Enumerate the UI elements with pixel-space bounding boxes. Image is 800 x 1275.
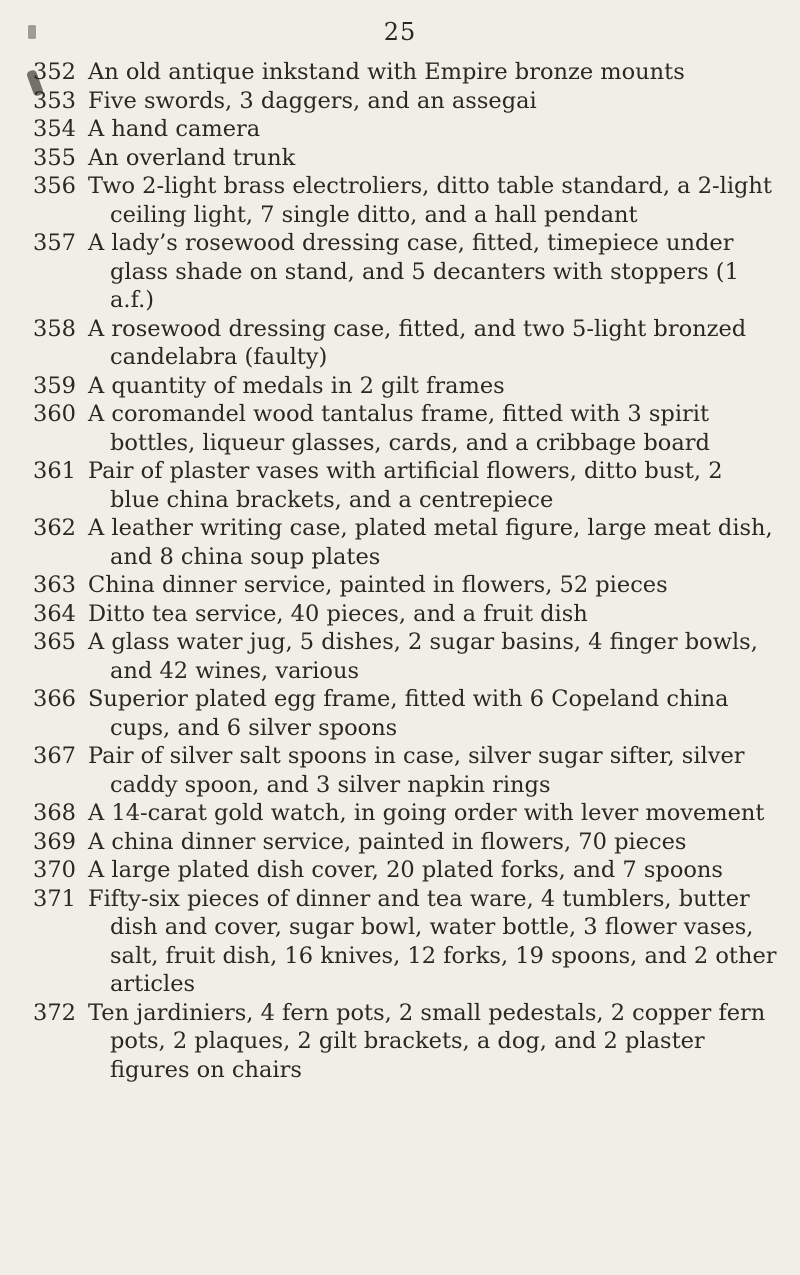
lot-description: A large plated dish cover, 20 plated forks, and 7 spoons — [88, 857, 723, 883]
lot-entry — [0, 685, 800, 742]
lot-entry — [0, 856, 800, 885]
lot-number: 356 — [33, 173, 76, 199]
lot-description: A lady’s rosewood dressing case, fitted, timepiece under glass shade on stand, and 5 decanters with stoppers (1 a.f.) — [88, 230, 739, 313]
lot-entry — [0, 229, 800, 315]
lot-description: An overland trunk — [88, 144, 296, 171]
lot-number: 369 — [33, 828, 76, 855]
lot-number: 370 — [33, 857, 76, 883]
lot-description: A 14-carat gold watch, in going order with lever movement — [88, 800, 765, 826]
lot-number: 353 — [33, 87, 76, 114]
lot-description: China dinner service, painted in flowers, 52 pieces — [88, 572, 668, 598]
lot-number: 358 — [33, 315, 76, 342]
lot-number: 364 — [33, 600, 76, 627]
lot-description: Fifty-six pieces of dinner and tea ware, 4 tumblers, butter dish and cover, sugar bowl, water bottle, 3 flower vases, salt, fruit dish, 16 knives, 12 forks, 19 spoons, and 2 other articles — [88, 885, 777, 997]
lot-entry — [0, 457, 800, 514]
lot-entry — [0, 571, 800, 600]
lot-number: 361 — [33, 458, 76, 484]
lot-entry — [0, 115, 800, 144]
lot-entry — [0, 172, 800, 229]
lot-entry — [0, 999, 800, 1085]
lot-entry — [0, 742, 800, 799]
lot-entry — [0, 58, 800, 87]
lot-number: 366 — [33, 686, 76, 712]
lot-description: A quantity of medals in 2 gilt frames — [88, 372, 505, 399]
lot-description: A leather writing case, plated metal figure, large meat dish, and 8 china soup plates — [88, 515, 773, 570]
lot-entry — [0, 144, 800, 173]
lot-entry — [0, 885, 800, 999]
lot-description: Superior plated egg frame, fitted with 6 Copeland china cups, and 6 silver spoons — [88, 686, 729, 741]
lot-description: A glass water jug, 5 dishes, 2 sugar basins, 4 finger bowls, and 42 wines, various — [88, 629, 758, 684]
lot-list — [0, 58, 800, 1084]
lot-number: 362 — [33, 515, 76, 541]
lot-number: 355 — [33, 144, 76, 171]
lot-description: A coromandel wood tantalus frame, fitted with 3 spirit bottles, liqueur glasses, cards, and a cribbage board — [88, 401, 710, 456]
lot-entry — [0, 87, 800, 116]
lot-number: 367 — [33, 743, 76, 769]
page-number: 25 — [383, 18, 417, 46]
lot-description: Ten jardiniers, 4 fern pots, 2 small pedestals, 2 copper fern pots, 2 plaques, 2 gilt brackets, a dog, and 2 plaster figures on chairs — [88, 999, 766, 1083]
lot-description: Two 2-light brass electroliers, ditto table standard, a 2-light ceiling light, 7 single ditto, and a hall pendant — [88, 173, 772, 228]
lot-entry — [0, 372, 800, 401]
lot-number: 371 — [33, 885, 76, 912]
lot-number: 365 — [33, 629, 76, 655]
lot-number: 360 — [33, 401, 76, 427]
lot-number: 359 — [33, 372, 76, 399]
lot-description: A hand camera — [88, 116, 261, 142]
lot-number: 363 — [33, 572, 76, 598]
lot-number: 368 — [33, 800, 76, 826]
lot-description: Ditto tea service, 40 pieces, and a fruit dish — [88, 600, 588, 627]
lot-description: A rosewood dressing case, fitted, and two 5-light bronzed candelabra (faulty) — [88, 315, 747, 370]
lot-entry — [0, 799, 800, 828]
lot-entry — [0, 628, 800, 685]
lot-number: 372 — [33, 999, 76, 1026]
lot-entry — [0, 514, 800, 571]
lot-description: An old antique inkstand with Empire bronze mounts — [88, 59, 685, 85]
lot-entry — [0, 828, 800, 857]
lot-number: 352 — [33, 59, 76, 85]
lot-description: Pair of plaster vases with artificial flowers, ditto bust, 2 blue china brackets, and a centrepiece — [88, 458, 723, 513]
lot-entry — [0, 600, 800, 629]
lot-number: 354 — [33, 116, 76, 142]
lot-number: 357 — [33, 230, 76, 256]
lot-entry — [0, 315, 800, 372]
lot-description: A china dinner service, painted in flowers, 70 pieces — [88, 828, 687, 855]
lot-description: Five swords, 3 daggers, and an assegai — [88, 87, 537, 114]
lot-description: Pair of silver salt spoons in case, silver sugar sifter, silver caddy spoon, and 3 silver napkin rings — [88, 743, 745, 798]
lot-entry — [0, 400, 800, 457]
